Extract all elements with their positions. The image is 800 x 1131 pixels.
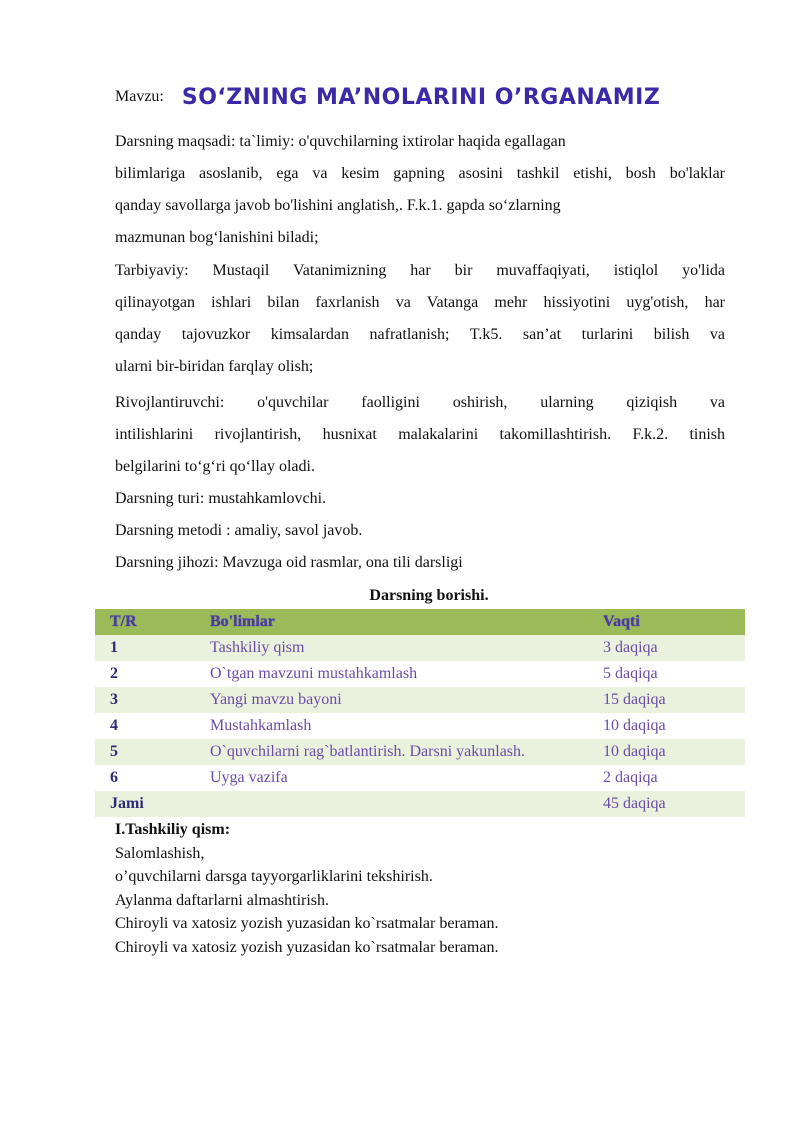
row-section: O`tgan mavzuni mustahkamlash bbox=[210, 661, 603, 687]
row-time: 2 daqiqa bbox=[603, 765, 745, 791]
upbringing-goal-paragraph bbox=[115, 255, 725, 383]
section-line: Salomlashish, bbox=[115, 844, 205, 862]
goal-line: qanday savollarga javob bo'lishini anglatish,. F.k.1. gapda so‘zlarning bbox=[115, 197, 561, 214]
section-line: Chiroyli va xatosiz yozish yuzasidan ko`rsatmalar beraman. bbox=[115, 915, 499, 932]
lesson-plan-title: Darsning borishi. bbox=[369, 587, 489, 604]
table-row bbox=[95, 687, 745, 713]
total-value: 45 daqiqa bbox=[603, 791, 745, 817]
table-row bbox=[95, 661, 745, 687]
section-line: Aylanma daftarlarni almashtirish. bbox=[115, 891, 330, 909]
row-number: 3 bbox=[95, 687, 210, 713]
header-sections: Bo'limlar bbox=[210, 609, 603, 635]
organizational-section bbox=[115, 818, 498, 959]
table-total-row bbox=[95, 791, 745, 817]
row-number: 5 bbox=[95, 739, 210, 765]
section-heading: I.Tashkiliy qism: bbox=[115, 821, 231, 838]
development-goal-paragraph bbox=[115, 387, 725, 483]
table-header-row bbox=[95, 609, 745, 635]
table-row bbox=[95, 765, 745, 791]
upbringing-line: qilinayotgan ishlari bilan faxrlanish va Vatanga mehr hissiyotini uyg'otish, har bbox=[115, 294, 725, 311]
row-section: Mustahkamlash bbox=[210, 713, 603, 739]
row-number: 4 bbox=[95, 713, 210, 739]
table-row bbox=[95, 739, 745, 765]
development-line: belgilarini to‘g‘ri qo‘llay oladi. bbox=[115, 458, 315, 475]
header-number: T/R bbox=[95, 609, 210, 635]
development-line: Rivojlantiruvchi: o'quvchilar faolligini oshirish, ularning qiziqish va bbox=[115, 394, 725, 411]
total-label: Jami bbox=[95, 791, 210, 817]
lesson-plan-table bbox=[95, 609, 745, 817]
lesson-goal-paragraph bbox=[115, 126, 725, 254]
table-row bbox=[95, 713, 745, 739]
topic-label: Mavzu: bbox=[115, 88, 164, 105]
row-section: Yangi mavzu bayoni bbox=[210, 687, 603, 713]
header-time: Vaqti bbox=[603, 609, 745, 635]
row-number: 2 bbox=[95, 661, 210, 687]
topic-title: SO‘ZNING MA’NOLARINI O’RGANAMIZ bbox=[181, 84, 661, 110]
upbringing-line: ularni bir-biridan farqlay olish; bbox=[115, 358, 314, 375]
row-time: 10 daqiqa bbox=[603, 739, 745, 765]
topic-row bbox=[115, 80, 660, 114]
table-row bbox=[95, 635, 745, 661]
row-time: 10 daqiqa bbox=[603, 713, 745, 739]
row-section: Uyga vazifa bbox=[210, 765, 603, 791]
row-section: O`quvchilarni rag`batlantirish. Darsni yakunlash. bbox=[210, 739, 603, 765]
row-number: 6 bbox=[95, 765, 210, 791]
upbringing-line: Tarbiyaviy: Mustaqil Vatanimizning har bir muvaffaqiyati, istiqlol yo'lida bbox=[115, 262, 725, 279]
goal-line: mazmunan bog‘lanishini biladi; bbox=[115, 229, 319, 246]
section-line: Chiroyli va xatosiz yozish yuzasidan ko`rsatmalar beraman. bbox=[115, 938, 499, 956]
row-number: 1 bbox=[95, 635, 210, 661]
total-spacer bbox=[210, 791, 603, 817]
lesson-method: Darsning metodi : amaliy, savol javob. bbox=[115, 522, 363, 539]
lesson-equipment: Darsning jihozi: Mavzuga oid rasmlar, ona tili darsligi bbox=[115, 554, 463, 571]
development-line: intilishlarini rivojlantirish, husnixat malakalarini takomillashtirish. F.k.2. tinish bbox=[115, 426, 725, 443]
upbringing-line: qanday tajovuzkor kimsalardan nafratlanish; T.k5. san’at turlarini bilish va bbox=[115, 326, 725, 343]
row-time: 5 daqiqa bbox=[603, 661, 745, 687]
row-section: Tashkiliy qism bbox=[210, 635, 603, 661]
section-line: o’quvchilarni darsga tayyorgarliklarini tekshirish. bbox=[115, 868, 433, 885]
goal-line: Darsning maqsadi: ta`limiy: o'quvchilarning ixtirolar haqida egallagan bbox=[115, 133, 566, 150]
lesson-info bbox=[115, 483, 725, 579]
lesson-type: Darsning turi: mustahkamlovchi. bbox=[115, 490, 327, 507]
row-time: 15 daqiqa bbox=[603, 687, 745, 713]
row-time: 3 daqiqa bbox=[603, 635, 745, 661]
goal-line: bilimlariga asoslanib, ega va kesim gapning asosini tashkil etishi, bosh bo'laklar bbox=[115, 165, 725, 182]
